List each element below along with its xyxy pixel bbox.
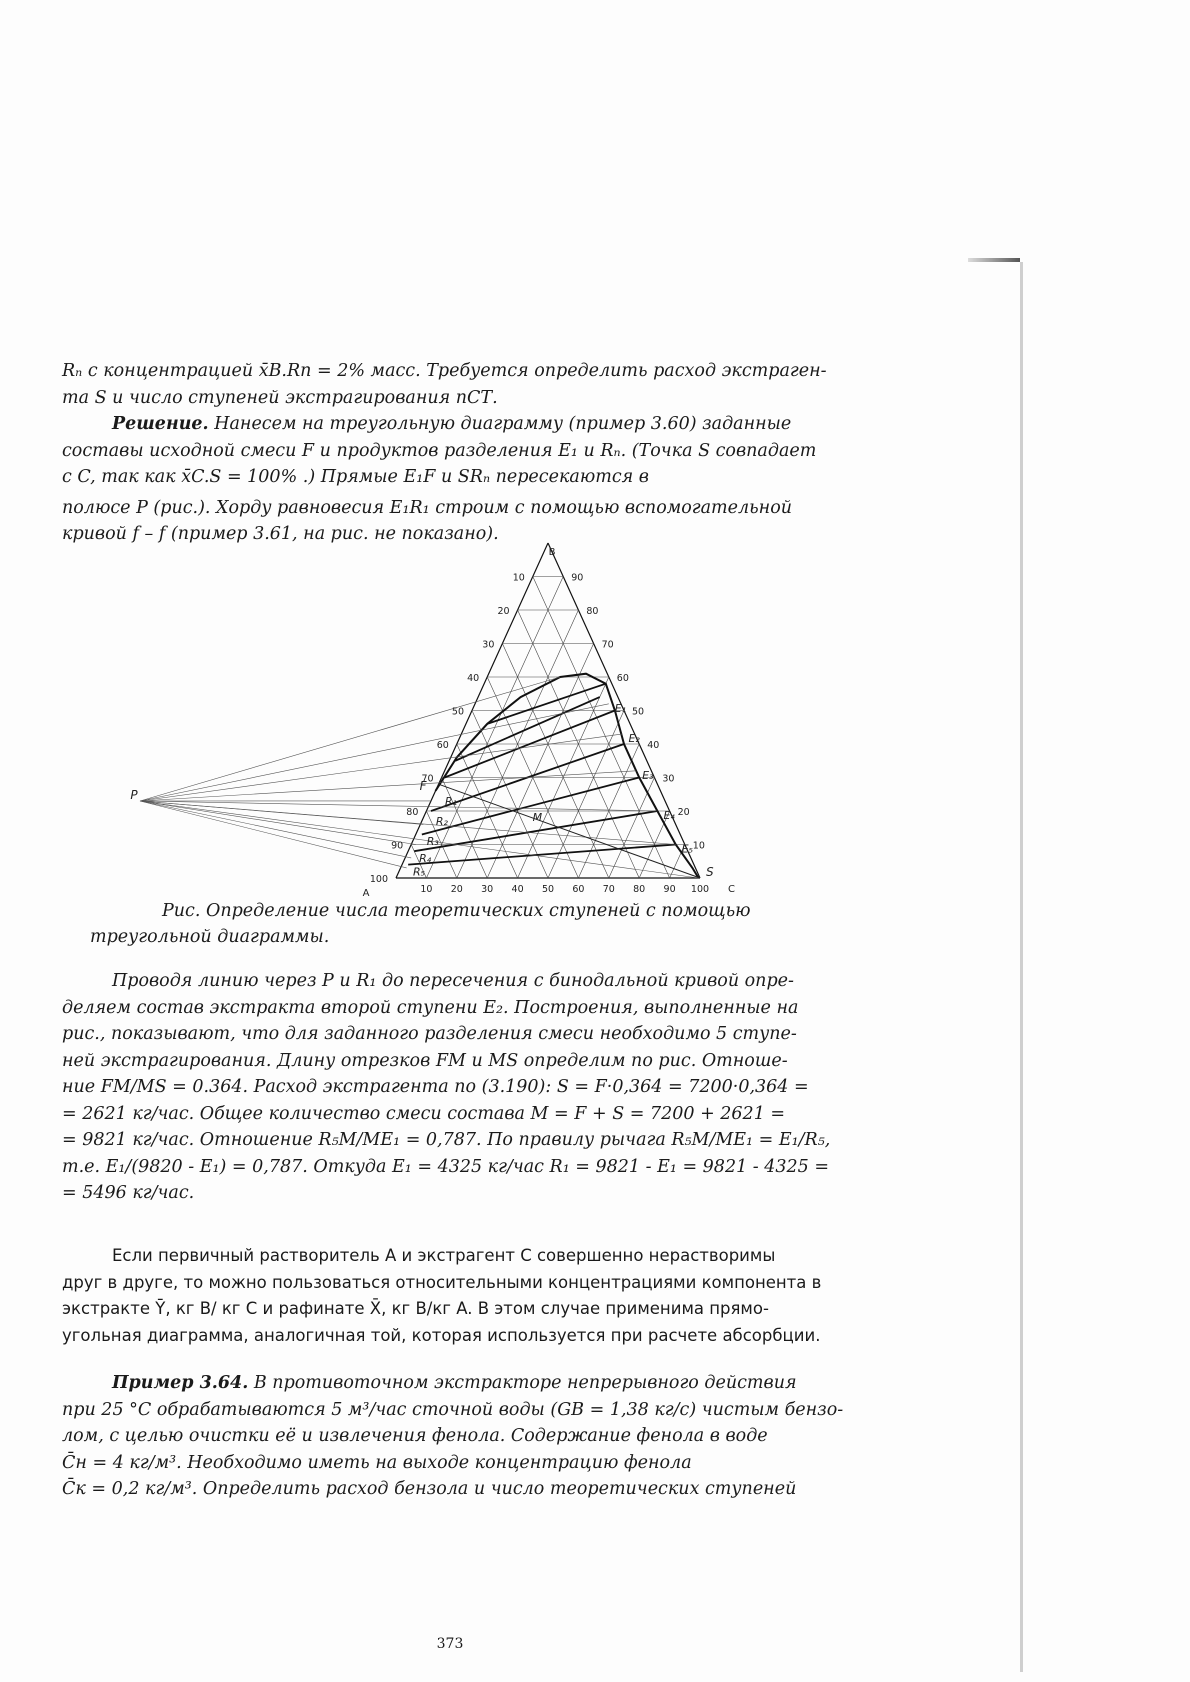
tick-label: 90 xyxy=(391,840,404,852)
example-paragraph xyxy=(62,1370,844,1503)
tick-label: 50 xyxy=(632,706,645,718)
problem-end-paragraph xyxy=(62,358,832,411)
text-line: = 9821 кг/час. Отношение R₅M/ME₁ = 0,787. По правилу рычага R₅M/ME₁ = E₁/R₅, xyxy=(62,1130,831,1150)
figure-caption xyxy=(90,898,830,950)
example-label: Пример 3.64. xyxy=(112,1373,249,1393)
text-line: рис., показывают, что для заданного разделения смеси необходимо 5 ступе- xyxy=(62,1024,797,1044)
tick-label: 50 xyxy=(451,706,464,718)
text-line: Проводя линию через P и R₁ до пересечения с бинодальной кривой опре- xyxy=(112,971,794,991)
tick-label: 70 xyxy=(601,639,614,651)
tick-label: 20 xyxy=(497,606,510,617)
text-line: составы исходной смеси F и продуктов разделения E₁ и Rₙ. (Точка S совпадает xyxy=(62,440,817,461)
pole-ray xyxy=(140,801,657,811)
caption-line: треугольной диаграммы. xyxy=(90,927,330,947)
pole-ray xyxy=(140,734,622,801)
tick-label: 30 xyxy=(662,773,675,785)
tick-label: 80 xyxy=(586,606,599,617)
text-line xyxy=(62,411,832,438)
grid-line xyxy=(533,577,670,879)
tick-label: 10 xyxy=(692,840,705,852)
extract-label: E₁ xyxy=(614,701,627,715)
tick-label: 60 xyxy=(436,740,449,751)
text-line xyxy=(62,1370,832,1397)
tick-label: 10 xyxy=(512,572,525,584)
text-line: = 5496 кг/час. xyxy=(62,1183,195,1203)
feed-label: F xyxy=(419,779,427,794)
text-line: C̄н = 4 кг/м³. Необходимо иметь на выходе концентрацию фенола xyxy=(62,1452,692,1473)
extract-label: E₃ xyxy=(642,768,654,782)
analysis-paragraph xyxy=(62,968,832,1207)
raffinate-label: R₄ xyxy=(419,851,432,865)
note-paragraph xyxy=(62,1243,832,1349)
tie-line xyxy=(455,697,599,761)
tick-label: 40 xyxy=(647,740,660,751)
pole-label: P xyxy=(130,788,138,802)
text-line: ней экстрагирования. Длину отрезков FM и MS определим по рис. Отноше- xyxy=(62,1050,788,1071)
tick-label: 40 xyxy=(511,884,524,895)
raffinate-label: R₃ xyxy=(426,835,439,849)
raffinate-label: R₅ xyxy=(413,865,426,879)
apex-label-b: B xyxy=(548,547,556,558)
text-fragment: В противоточном экстракторе непрерывного действия xyxy=(248,1373,797,1393)
tick-label: 100 xyxy=(690,884,710,895)
solution-paragraph xyxy=(62,411,832,548)
mixture-label: M xyxy=(532,811,543,825)
grid-line xyxy=(472,711,548,879)
text-line: экстракте Ȳ, кг B/ кг C и рафинате X̄, кг B/кг A. В этом случае применима прямо- xyxy=(62,1299,769,1318)
text-line: ние FM/MS = 0.364. Расход экстрагента по (3.190): S = F·0,364 = 7200·0,364 = xyxy=(62,1077,809,1097)
page-number: 373 xyxy=(436,1636,464,1652)
pole-ray xyxy=(140,801,419,845)
tick-label: 20 xyxy=(677,807,690,818)
text-line: Rₙ с концентрацией x̄B.Rn = 2% масс. Требуется определить расход экстраген- xyxy=(62,361,827,381)
scan-edge-mark xyxy=(968,258,1020,262)
text-line: угольная диаграмма, аналогичная той, которая используется при расчете абсорбции. xyxy=(62,1325,821,1345)
tick-label: 60 xyxy=(616,673,629,684)
tick-label: 80 xyxy=(633,884,646,895)
text-line: полюсе P (рис.). Хорду равновесия E₁R₁ строим с помощью вспомогательной xyxy=(62,497,793,518)
raffinate-label: R₂ xyxy=(435,815,448,829)
tick-label: 10 xyxy=(420,884,433,895)
triangular-diagram xyxy=(128,547,778,899)
solution-label: Решение. xyxy=(112,414,209,434)
caption-line: Рис. Определение числа теоретических ступеней с помощью xyxy=(162,901,751,921)
tick-label: 30 xyxy=(481,884,494,895)
text-line: друг в друге, то можно пользоваться относительными концентрациями компонента в xyxy=(62,1272,822,1292)
tick-label: 100 xyxy=(369,874,388,885)
text-line: кривой f – f (пример 3.61, на рис. не показано). xyxy=(62,524,499,544)
tick-label: 80 xyxy=(406,807,419,818)
text-line: т.е. E₁/(9820 - E₁) = 0,787. Откуда E₁ = 4325 кг/час R₁ = 9821 - E₁ = 9821 - 4325 = xyxy=(62,1156,830,1177)
raffinate-label: R₁ xyxy=(444,794,458,808)
text-fragment: Нанесем на треугольную диаграмму (пример 3.60) заданные xyxy=(208,414,792,434)
text-line: деляем состав экстракта второй ступени E₂. Построения, выполненные на xyxy=(62,997,799,1018)
triangle-diagram-figure xyxy=(128,547,778,899)
extract-label: E₅ xyxy=(681,842,694,856)
extract-label: E₄ xyxy=(663,809,675,822)
tick-label: 70 xyxy=(421,773,434,785)
solvent-label: S xyxy=(706,865,714,879)
text-line: та S и число ступеней экстрагирования nСТ. xyxy=(62,387,498,408)
pole-ray xyxy=(140,801,411,858)
tick-label: 90 xyxy=(571,572,584,584)
text-line: лом, с целью очистки её и извлечения фенола. Содержание фенола в воде xyxy=(62,1426,768,1446)
pole-ray xyxy=(140,704,609,801)
tick-label: 60 xyxy=(572,884,585,895)
tick-label: 90 xyxy=(663,884,676,895)
pole-ray xyxy=(140,801,407,868)
tick-label: 50 xyxy=(541,884,555,895)
tick-label: 30 xyxy=(482,639,495,651)
apex-label-a: A xyxy=(362,888,370,899)
extract-label: E₂ xyxy=(628,731,640,745)
tick-label: 40 xyxy=(467,673,480,684)
text-line: Если первичный растворитель A и экстрагент C совершенно нерастворимы xyxy=(112,1246,776,1265)
pole-ray xyxy=(140,677,560,801)
text-line: C̄к = 0,2 кг/м³. Определить расход бензола и число теоретических ступеней xyxy=(62,1479,797,1499)
apex-label-c: C xyxy=(728,884,735,895)
text-line: при 25 °C обрабатываются 5 м³/час сточной воды (GB = 1,38 кг/с) чистым бензо- xyxy=(62,1399,844,1420)
tie-line xyxy=(487,684,606,724)
tick-label: 20 xyxy=(450,884,463,895)
pole-ray xyxy=(140,771,636,801)
tick-label: 70 xyxy=(602,884,615,895)
text-line: = 2621 кг/час. Общее количество смеси состава M = F + S = 7200 + 2621 = xyxy=(62,1103,786,1124)
scan-edge-line xyxy=(1020,262,1023,1672)
text-line: с C, так как x̄C.S = 100% .) Прямые E₁F и SRₙ пересекаются в xyxy=(62,467,649,487)
